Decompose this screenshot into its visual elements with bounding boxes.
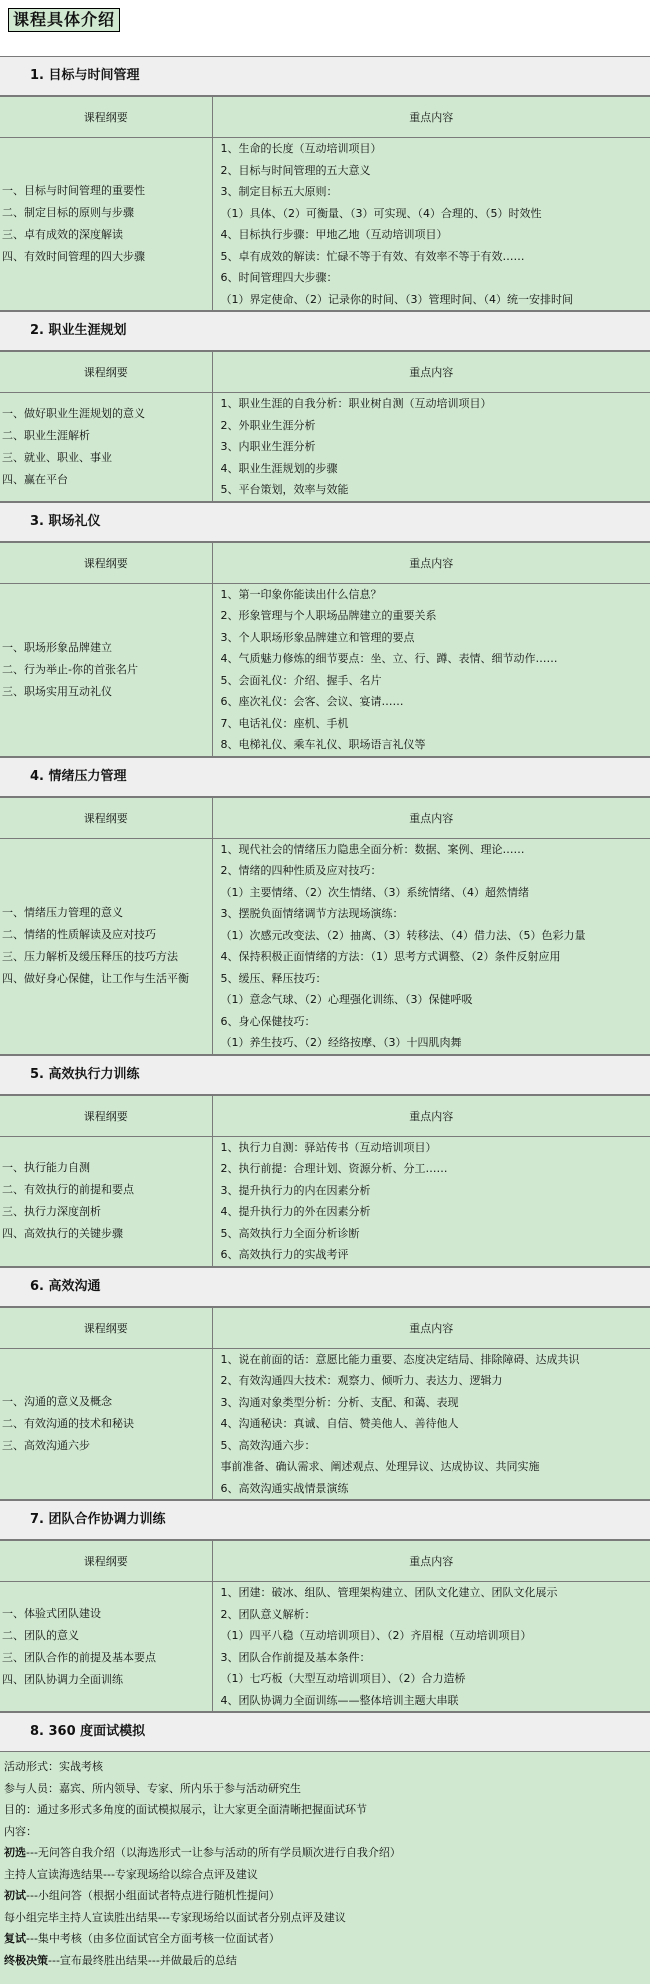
section-table [0,96,650,311]
content-header: 重点内容 [212,797,650,838]
content-header: 重点内容 [212,1095,650,1136]
outline-item: 二、行为举止-你的首张名片 [2,659,212,681]
outline-item: 三、团队合作的前提及基本要点 [2,1647,212,1669]
content-item: 4、职业生涯规划的步骤 [221,458,650,480]
outline-item: 三、高效沟通六步 [2,1435,212,1457]
section-title: 8. 360 度面试模拟 [0,1712,650,1752]
content-item: 3、制定目标五大原则： [221,181,650,203]
content-item: 6、座次礼仪：会客、会议、宴请…… [221,691,650,713]
section-table [0,542,650,757]
detail-line [4,1778,650,1800]
content-item: 6、高效沟通实战情景演练 [221,1478,650,1500]
outline-item: 二、制定目标的原则与步骤 [2,202,212,224]
interview-simulation-details [0,1752,650,1984]
content-item: 4、沟通秘诀：真诚、自信、赞美他人、善待他人 [221,1413,650,1435]
outline-item: 二、团队的意义 [2,1625,212,1647]
outline-cell [0,1582,212,1712]
page-title: 课程具体介绍 [8,8,120,32]
content-header: 重点内容 [212,352,650,393]
detail-line [4,1928,650,1950]
outline-cell [0,1348,212,1500]
detail-text: ---集中考核（由多位面试官全方面考核一位面试者） [26,1932,280,1945]
detail-line [4,1885,650,1907]
outline-header: 课程纲要 [0,97,212,138]
detail-text: 参与人员：嘉宾、所内领导、专家、所内乐于参与活动研究生 [4,1782,301,1795]
section-title: 6. 高效沟通 [0,1267,650,1307]
outline-item: 三、就业、职业、事业 [2,447,212,469]
content-item: 2、团队意义解析： [221,1604,650,1626]
outline-item: 一、执行能力自测 [2,1157,212,1179]
content-item: 4、团队协调力全面训练——整体培训主题大串联 [221,1690,650,1712]
content-item: 1、团建：破冰、组队、管理架构建立、团队文化建立、团队文化展示 [221,1582,650,1604]
section-title: 1. 目标与时间管理 [0,56,650,96]
outline-item: 四、团队协调力全面训练 [2,1669,212,1691]
section-title: 3. 职场礼仪 [0,502,650,542]
content-item: （1）次感元改变法、（2）抽离、（3）转移法、（4）借力法、（5）色彩力量 [221,925,650,947]
section-title: 4. 情绪压力管理 [0,757,650,797]
section-table [0,351,650,502]
detail-text: ---无问答自我介绍（以海选形式一让参与活动的所有学员顺次进行自我介绍） [26,1846,401,1859]
course-section [0,757,650,1055]
content-item: 7、电话礼仪：座机、手机 [221,713,650,735]
content-item: 3、沟通对象类型分析：分析、支配、和蔼、表现 [221,1392,650,1414]
content-item: 4、目标执行步骤：甲地乙地（互动培训项目） [221,224,650,246]
content-item: （1）四平八稳（互动培训项目）、（2）齐眉棍（互动培训项目） [221,1625,650,1647]
content-item: 1、职业生涯的自我分析：职业树自测（互动培训项目） [221,393,650,415]
content-item: 5、缓压、释压技巧： [221,968,650,990]
content-header: 重点内容 [212,1541,650,1582]
content-item: 4、提升执行力的外在因素分析 [221,1201,650,1223]
detail-line [4,1756,650,1778]
outline-item: 一、沟通的意义及概念 [2,1391,212,1413]
outline-item: 四、做好身心保健，让工作与生活平衡 [2,968,212,990]
course-section [0,311,650,502]
outline-item: 四、有效时间管理的四大步骤 [2,246,212,268]
outline-header: 课程纲要 [0,1095,212,1136]
outline-item: 一、目标与时间管理的重要性 [2,180,212,202]
outline-cell [0,1136,212,1266]
outline-item: 三、职场实用互动礼仪 [2,681,212,703]
detail-line [4,1950,650,1972]
course-sections [0,56,650,1984]
outline-item: 二、情绪的性质解读及应对技巧 [2,924,212,946]
content-cell [212,138,650,311]
content-item: 6、时间管理四大步骤： [221,267,650,289]
content-item: 5、平台策划，效率与效能 [221,479,650,501]
detail-text: 内容： [4,1825,37,1838]
content-item: 3、提升执行力的内在因素分析 [221,1180,650,1202]
outline-item: 一、做好职业生涯规划的意义 [2,403,212,425]
outline-cell [0,583,212,756]
content-item: 1、第一印象你能读出什么信息？ [221,584,650,606]
detail-text: 活动形式：实战考核 [4,1760,103,1773]
outline-header: 课程纲要 [0,1307,212,1348]
content-item: （1）界定使命、（2）记录你的时间、（3）管理时间、（4）统一安排时间 [221,289,650,311]
outline-item: 三、压力解析及缓压释压的技巧方法 [2,946,212,968]
outline-cell [0,138,212,311]
content-header: 重点内容 [212,542,650,583]
detail-line [4,1907,650,1929]
detail-label: 初选 [4,1846,26,1859]
content-item: 2、外职业生涯分析 [221,415,650,437]
section-title: 5. 高效执行力训练 [0,1055,650,1095]
section-table [0,1095,650,1267]
outline-header: 课程纲要 [0,1541,212,1582]
detail-line [4,1821,650,1843]
detail-line [4,1864,650,1886]
content-item: 8、电梯礼仪、乘车礼仪、职场语言礼仪等 [221,734,650,756]
course-section [0,502,650,757]
content-item: 2、目标与时间管理的五大意义 [221,160,650,182]
detail-text: ---宣布最终胜出结果---并做最后的总结 [48,1954,237,1967]
course-section [0,1267,650,1501]
outline-item: 三、卓有成效的深度解读 [2,224,212,246]
outline-cell [0,393,212,502]
detail-text: ---小组问答（根据小组面试者特点进行随机性提问） [26,1889,280,1902]
detail-label: 终极决策 [4,1954,48,1967]
content-item: 1、执行力自测：驿站传书（互动培训项目） [221,1137,650,1159]
content-item: 3、个人职场形象品牌建立和管理的要点 [221,627,650,649]
content-header: 重点内容 [212,97,650,138]
section-table [0,1307,650,1501]
content-item: 4、气质魅力修炼的细节要点：坐、立、行、蹲、表情、细节动作…… [221,648,650,670]
content-item: （1）养生技巧、（2）经络按摩、（3）十四肌肉舞 [221,1032,650,1054]
course-section [0,1055,650,1267]
course-section [0,1500,650,1712]
content-item: 6、高效执行力的实战考评 [221,1244,650,1266]
content-cell [212,838,650,1054]
content-item: （1）具体、（2）可衡量、（3）可实现、（4）合理的、（5）时效性 [221,203,650,225]
outline-item: 三、执行力深度剖析 [2,1201,212,1223]
section-title: 7. 团队合作协调力训练 [0,1500,650,1540]
detail-line [4,1799,650,1821]
detail-label: 复试 [4,1932,26,1945]
content-item: 5、会面礼仪：介绍、握手、名片 [221,670,650,692]
content-item: 2、形象管理与个人职场品牌建立的重要关系 [221,605,650,627]
outline-header: 课程纲要 [0,352,212,393]
content-item: 2、情绪的四种性质及应对技巧： [221,860,650,882]
section-table [0,797,650,1055]
content-header: 重点内容 [212,1307,650,1348]
content-item: 6、身心保健技巧： [221,1011,650,1033]
course-section [0,1712,650,1984]
section-table [0,1540,650,1712]
content-item: 事前准备、确认需求、阐述观点、处理异议、达成协议、共同实施 [221,1456,650,1478]
content-item: （1）主要情绪、（2）次生情绪、（3）系统情绪、（4）超然情绪 [221,882,650,904]
content-item: 1、说在前面的话：意愿比能力重要、态度决定结局、排除障碍、达成共识 [221,1349,650,1371]
content-item: 1、生命的长度（互动培训项目） [221,138,650,160]
outline-cell [0,838,212,1054]
content-item: （1）七巧板（大型互动培训项目）、（2）合力造桥 [221,1668,650,1690]
outline-header: 课程纲要 [0,797,212,838]
outline-item: 一、情绪压力管理的意义 [2,902,212,924]
content-item: 3、内职业生涯分析 [221,436,650,458]
content-cell [212,583,650,756]
course-section [0,56,650,311]
outline-item: 一、职场形象品牌建立 [2,637,212,659]
content-item: （1）意念气球、（2）心理强化训练、（3）保健呼吸 [221,989,650,1011]
content-item: 5、高效执行力全面分析诊断 [221,1223,650,1245]
detail-line [4,1842,650,1864]
content-cell [212,1582,650,1712]
outline-item: 二、有效执行的前提和要点 [2,1179,212,1201]
content-item: 5、卓有成效的解读：忙碌不等于有效、有效率不等于有效…… [221,246,650,268]
outline-item: 四、赢在平台 [2,469,212,491]
detail-label: 初试 [4,1889,26,1902]
outline-item: 四、高效执行的关键步骤 [2,1223,212,1245]
outline-header: 课程纲要 [0,542,212,583]
outline-item: 一、体验式团队建设 [2,1603,212,1625]
content-cell [212,1136,650,1266]
detail-text: 主持人宣读海选结果---专家现场给以综合点评及建议 [4,1868,258,1881]
content-item: 3、团队合作前提及基本条件： [221,1647,650,1669]
content-item: 5、高效沟通六步： [221,1435,650,1457]
outline-item: 二、职业生涯解析 [2,425,212,447]
detail-text: 目的：通过多形式多角度的面试模拟展示，让大家更全面清晰把握面试环节 [4,1803,367,1816]
section-title: 2. 职业生涯规划 [0,311,650,351]
content-cell [212,393,650,502]
content-item: 4、保持积极正面情绪的方法：（1）思考方式调整、（2）条件反射应用 [221,946,650,968]
content-item: 3、摆脱负面情绪调节方法现场演练： [221,903,650,925]
content-cell [212,1348,650,1500]
content-item: 2、执行前提：合理计划、资源分析、分工…… [221,1158,650,1180]
content-item: 2、有效沟通四大技术：观察力、倾听力、表达力、逻辑力 [221,1370,650,1392]
content-item: 1、现代社会的情绪压力隐患全面分析：数据、案例、理论…… [221,839,650,861]
outline-item: 二、有效沟通的技术和秘诀 [2,1413,212,1435]
detail-text: 每小组完毕主持人宣读胜出结果---专家现场给以面试者分别点评及建议 [4,1911,346,1924]
